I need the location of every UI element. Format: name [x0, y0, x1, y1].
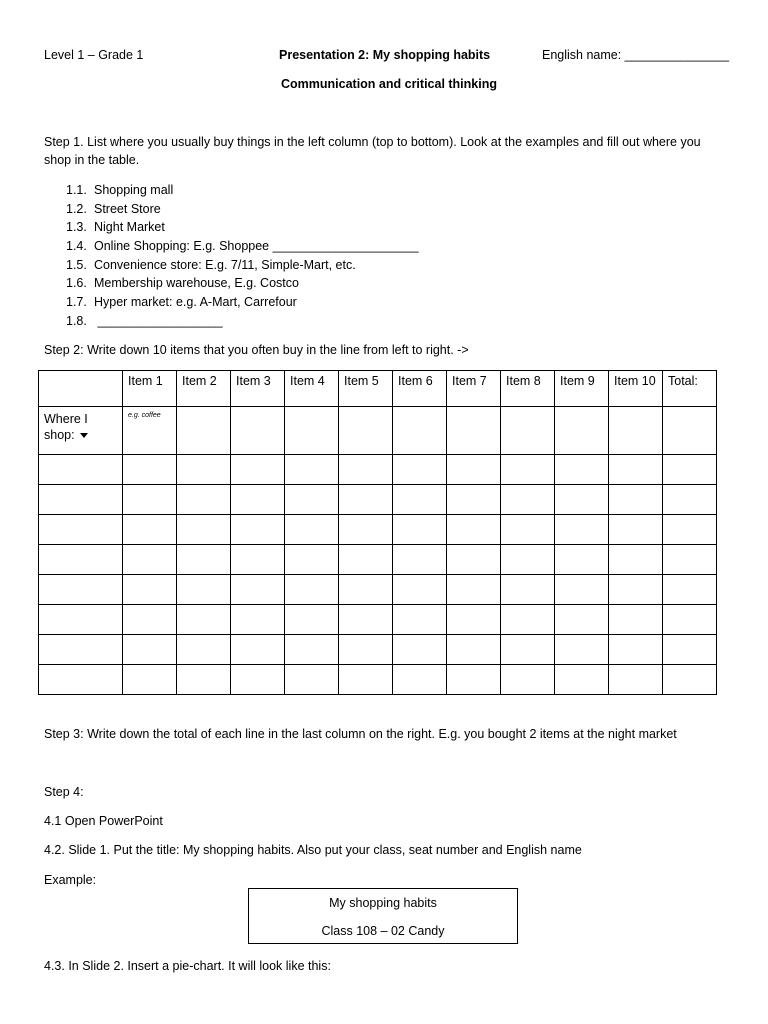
table-cell[interactable] [123, 665, 177, 695]
header-total: Total: [663, 371, 717, 407]
where-i-shop-label: Where I shop: [44, 412, 88, 442]
list-text: __________________ [94, 314, 223, 328]
table-cell[interactable] [339, 545, 393, 575]
table-cell[interactable] [39, 545, 123, 575]
table-cell[interactable] [339, 635, 393, 665]
list-number: 1.3. [66, 220, 87, 234]
table-cell[interactable] [285, 665, 339, 695]
example-label: Example: [44, 873, 97, 887]
step2-text: Step 2: Write down 10 items that you often buy in the line from left to right. -> [44, 343, 469, 357]
where-i-shop-cell [39, 407, 123, 455]
table-cell[interactable] [501, 575, 555, 605]
header-cell-blank [39, 371, 123, 407]
list-number: 1.7. [66, 295, 87, 309]
table-row [39, 605, 717, 635]
table-row [39, 485, 717, 515]
table-row [39, 575, 717, 605]
table-cell[interactable] [501, 455, 555, 485]
table-cell[interactable] [231, 605, 285, 635]
list-number: 1.4. [66, 239, 87, 253]
table-cell[interactable] [501, 485, 555, 515]
table-cell[interactable] [393, 575, 447, 605]
list-text: Shopping mall [94, 183, 174, 197]
table-cell[interactable] [555, 485, 609, 515]
table-cell[interactable] [393, 605, 447, 635]
table-cell[interactable] [285, 575, 339, 605]
table-cell[interactable] [447, 635, 501, 665]
table-cell[interactable] [123, 605, 177, 635]
table-cell[interactable] [501, 635, 555, 665]
table-cell[interactable] [177, 605, 231, 635]
table-cell[interactable] [339, 605, 393, 635]
table-row [39, 635, 717, 665]
table-cell[interactable] [663, 485, 717, 515]
table-cell[interactable] [555, 515, 609, 545]
header-item-6: Item 6 [393, 371, 447, 407]
table-cell[interactable] [609, 635, 663, 665]
table-cell[interactable] [501, 515, 555, 545]
table-cell[interactable] [447, 665, 501, 695]
table-cell[interactable] [231, 665, 285, 695]
table-row [39, 515, 717, 545]
table-cell[interactable] [123, 455, 177, 485]
table-cell[interactable] [501, 407, 555, 455]
header-item-5: Item 5 [339, 371, 393, 407]
table-cell[interactable] [447, 545, 501, 575]
list-item [66, 276, 299, 290]
table-cell[interactable] [339, 455, 393, 485]
header-item-3: Item 3 [231, 371, 285, 407]
table-cell[interactable] [231, 455, 285, 485]
table-cell[interactable] [285, 515, 339, 545]
list-text: Night Market [94, 220, 165, 234]
table-cell[interactable] [555, 407, 609, 455]
list-text: Online Shopping: E.g. Shoppee _____________________ [94, 239, 419, 253]
table-cell[interactable] [609, 665, 663, 695]
table-cell[interactable] [339, 485, 393, 515]
table-cell[interactable] [555, 635, 609, 665]
header-item-7: Item 7 [447, 371, 501, 407]
table-cell[interactable] [285, 455, 339, 485]
example-coffee: e.g. coffee [128, 412, 161, 419]
table-cell[interactable] [285, 605, 339, 635]
table-cell[interactable] [555, 545, 609, 575]
table-cell[interactable] [393, 455, 447, 485]
table-cell[interactable] [177, 635, 231, 665]
level-label: Level 1 – Grade 1 [44, 48, 144, 62]
table-cell[interactable] [447, 605, 501, 635]
list-text: Hyper market: e.g. A-Mart, Carrefour [94, 295, 297, 309]
table-cell[interactable] [123, 635, 177, 665]
header-item-10: Item 10 [609, 371, 663, 407]
table-cell[interactable] [177, 515, 231, 545]
table-cell[interactable] [177, 407, 231, 455]
table-cell[interactable] [285, 545, 339, 575]
header-item-4: Item 4 [285, 371, 339, 407]
table-cell[interactable] [39, 665, 123, 695]
table-cell[interactable] [177, 665, 231, 695]
table-cell[interactable] [39, 485, 123, 515]
example-box [248, 888, 518, 944]
step4-title: Step 4: [44, 785, 84, 799]
table-cell[interactable] [447, 485, 501, 515]
table-cell[interactable] [609, 407, 663, 455]
table-cell[interactable] [447, 455, 501, 485]
table-cell[interactable] [663, 635, 717, 665]
table-cell[interactable] [177, 545, 231, 575]
table-row [39, 455, 717, 485]
table-cell[interactable] [447, 407, 501, 455]
table-cell[interactable] [231, 515, 285, 545]
table-cell[interactable] [339, 575, 393, 605]
table-cell[interactable] [501, 605, 555, 635]
table-cell[interactable] [663, 545, 717, 575]
example-box-title: My shopping habits [329, 896, 437, 910]
table-row [39, 545, 717, 575]
table-cell[interactable] [663, 455, 717, 485]
table-cell[interactable] [123, 485, 177, 515]
list-number: 1.1. [66, 183, 87, 197]
presentation-title: Presentation 2: My shopping habits [279, 48, 491, 62]
step4-2: 4.2. Slide 1. Put the title: My shopping habits. Also put your class, seat number and English name [44, 843, 582, 857]
example-cell[interactable] [123, 407, 177, 455]
table-cell[interactable] [393, 635, 447, 665]
table-cell[interactable] [39, 455, 123, 485]
list-number: 1.8. [66, 314, 87, 328]
list-text: Membership warehouse, E.g. Costco [94, 276, 299, 290]
table-cell[interactable] [393, 545, 447, 575]
list-number: 1.2. [66, 202, 87, 216]
step1-line2: shop in the table. [44, 153, 140, 167]
list-text: Convenience store: E.g. 7/11, Simple-Mart, etc. [94, 258, 356, 272]
step1-line1: Step 1. List where you usually buy things in the left column (top to bottom). Look at the examples and fill out where you [44, 135, 701, 149]
table-cell[interactable] [447, 515, 501, 545]
list-text: Street Store [94, 202, 161, 216]
table-cell[interactable] [177, 485, 231, 515]
table-cell[interactable] [393, 515, 447, 545]
table-cell[interactable] [39, 605, 123, 635]
table-cell[interactable] [339, 407, 393, 455]
table-cell[interactable] [231, 575, 285, 605]
list-item [66, 314, 223, 328]
table-header-row [39, 371, 717, 407]
table-cell[interactable] [663, 575, 717, 605]
table-cell[interactable] [609, 515, 663, 545]
list-item [66, 220, 165, 234]
table-cell[interactable] [177, 455, 231, 485]
table-cell[interactable] [609, 545, 663, 575]
shopping-table [38, 370, 717, 695]
table-cell[interactable] [393, 485, 447, 515]
list-item [66, 239, 419, 253]
table-cell[interactable] [663, 407, 717, 455]
table-cell[interactable] [393, 665, 447, 695]
table-cell[interactable] [231, 635, 285, 665]
subtitle: Communication and critical thinking [281, 77, 497, 91]
table-cell[interactable] [609, 575, 663, 605]
table-cell[interactable] [123, 515, 177, 545]
step4-3: 4.3. In Slide 2. Insert a pie-chart. It will look like this: [44, 959, 331, 973]
table-cell[interactable] [393, 407, 447, 455]
list-number: 1.5. [66, 258, 87, 272]
table-cell[interactable] [555, 665, 609, 695]
table-cell[interactable] [285, 485, 339, 515]
step4-1: 4.1 Open PowerPoint [44, 814, 163, 828]
table-cell[interactable] [663, 605, 717, 635]
table-cell[interactable] [447, 575, 501, 605]
list-item [66, 183, 173, 197]
table-cell[interactable] [231, 545, 285, 575]
table-cell[interactable] [609, 455, 663, 485]
table-cell[interactable] [231, 407, 285, 455]
header-item-2: Item 2 [177, 371, 231, 407]
example-box-class: Class 108 – 02 Candy [321, 924, 445, 938]
table-cell[interactable] [339, 665, 393, 695]
table-cell[interactable] [123, 545, 177, 575]
table-cell[interactable] [663, 665, 717, 695]
table-cell[interactable] [555, 575, 609, 605]
table-cell[interactable] [39, 575, 123, 605]
table-cell[interactable] [555, 605, 609, 635]
list-item [66, 202, 161, 216]
list-item [66, 258, 356, 272]
table-row [39, 665, 717, 695]
table-cell[interactable] [609, 485, 663, 515]
table-cell[interactable] [501, 665, 555, 695]
table-cell[interactable] [663, 515, 717, 545]
header-item-9: Item 9 [555, 371, 609, 407]
table-cell[interactable] [501, 545, 555, 575]
dropdown-arrow-icon [80, 433, 88, 438]
header-item-8: Item 8 [501, 371, 555, 407]
table-cell[interactable] [123, 575, 177, 605]
table-cell[interactable] [555, 455, 609, 485]
list-item [66, 295, 297, 309]
table-cell[interactable] [609, 605, 663, 635]
table-cell[interactable] [285, 635, 339, 665]
table-cell[interactable] [339, 515, 393, 545]
header-item-1: Item 1 [123, 371, 177, 407]
table-cell[interactable] [285, 407, 339, 455]
table-cell[interactable] [177, 575, 231, 605]
step3-text: Step 3: Write down the total of each line in the last column on the right. E.g. you bought 2 items at the night market [44, 727, 677, 741]
table-cell[interactable] [39, 635, 123, 665]
list-number: 1.6. [66, 276, 87, 290]
english-name-field: English name: _______________ [542, 48, 729, 62]
table-cell[interactable] [39, 515, 123, 545]
table-row [39, 407, 717, 455]
table-cell[interactable] [231, 485, 285, 515]
